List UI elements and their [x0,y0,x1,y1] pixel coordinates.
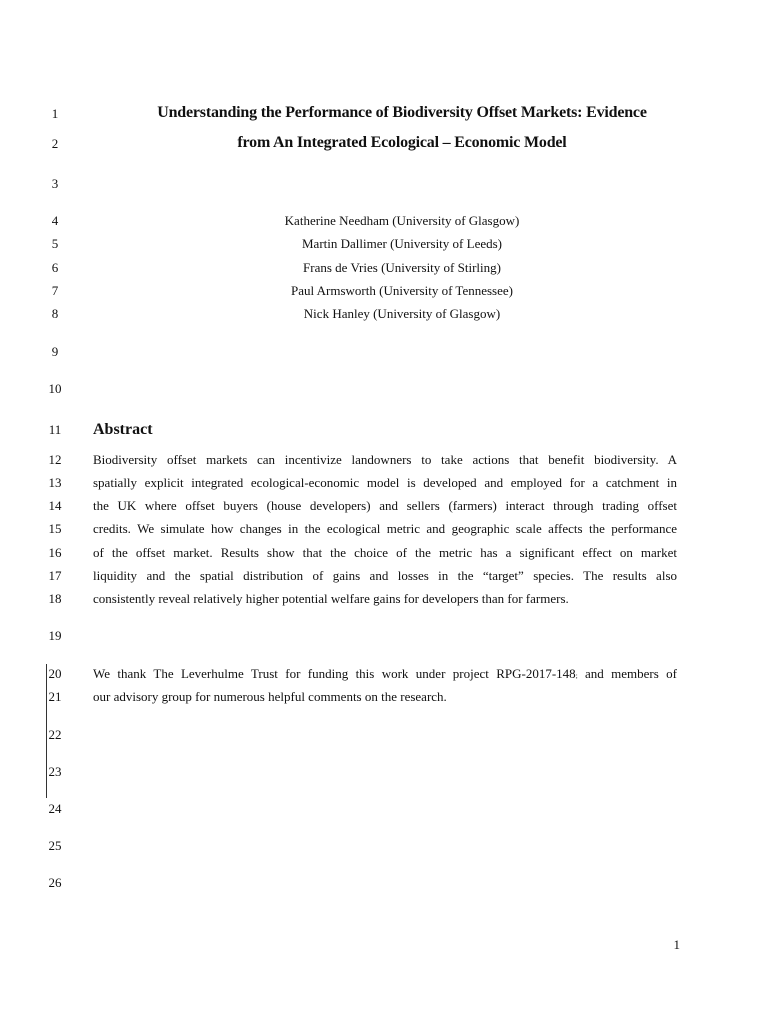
abstract-heading: Abstract [93,421,153,438]
line-number: 4 [51,213,59,228]
abstract-line: liquidity and the spatial distribution of gains and losses in the “target” species. The results also [93,568,677,583]
page-number: 1 [673,937,680,952]
abstract-line: of the offset market. Results show that the choice of the metric has a significant effect on market [93,545,677,560]
line-number: 2 [51,136,59,151]
author: Nick Hanley (University of Glasgow) [303,306,501,321]
acknowledgement-text: and members of [577,666,677,681]
line-number: 8 [51,306,59,321]
paper-title-line-2: from An Integrated Ecological – Economic Model [237,134,567,151]
abstract-line: the UK where offset buyers (house developers) and sellers (farmers) interact through trading offset [93,498,677,513]
line-number: 19 [48,628,62,643]
abstract-line: spatially explicit integrated ecological-economic model is developed and employed for a catchment in [93,475,677,490]
author: Frans de Vries (University of Stirling) [303,260,501,275]
line-number: 9 [51,344,59,359]
line-number: 5 [51,236,59,251]
author: Katherine Needham (University of Glasgow) [284,213,520,228]
line-number: 7 [51,283,59,298]
revision-mark: ; [575,672,578,680]
line-number: 13 [48,475,62,490]
author: Martin Dallimer (University of Leeds) [302,236,502,251]
line-number: 23 [48,764,62,779]
line-number: 14 [48,498,62,513]
line-number: 3 [51,176,59,191]
line-number: 6 [51,260,59,275]
line-number: 11 [48,422,62,437]
line-number: 20 [48,666,62,681]
paper-title-line-1: Understanding the Performance of Biodiversity Offset Markets: Evidence [157,104,647,121]
abstract-line: Biodiversity offset markets can incentivize landowners to take actions that benefit biodiversity. A [93,452,677,467]
line-number: 24 [48,801,62,816]
line-number: 18 [48,591,62,606]
acknowledgement-line-1 [93,666,677,684]
author: Paul Armsworth (University of Tennessee) [291,283,513,298]
line-number: 17 [48,568,62,583]
line-number: 16 [48,545,62,560]
line-number: 1 [51,106,59,121]
acknowledgement-line-2: our advisory group for numerous helpful comments on the research. [93,689,447,704]
line-number: 12 [48,452,62,467]
line-number: 10 [48,381,62,396]
line-number: 21 [48,689,62,704]
acknowledgement-text: We thank The Leverhulme Trust for funding this work under project RPG-2017-148 [93,666,576,681]
line-number: 15 [48,521,62,536]
line-number: 22 [48,727,62,742]
abstract-line: credits. We simulate how changes in the ecological metric and geographic scale affects the performance [93,521,677,536]
line-number: 26 [48,875,62,890]
abstract-line: consistently reveal relatively higher potential welfare gains for developers than for farmers. [93,591,569,606]
revision-change-bar [46,664,47,798]
line-number: 25 [48,838,62,853]
